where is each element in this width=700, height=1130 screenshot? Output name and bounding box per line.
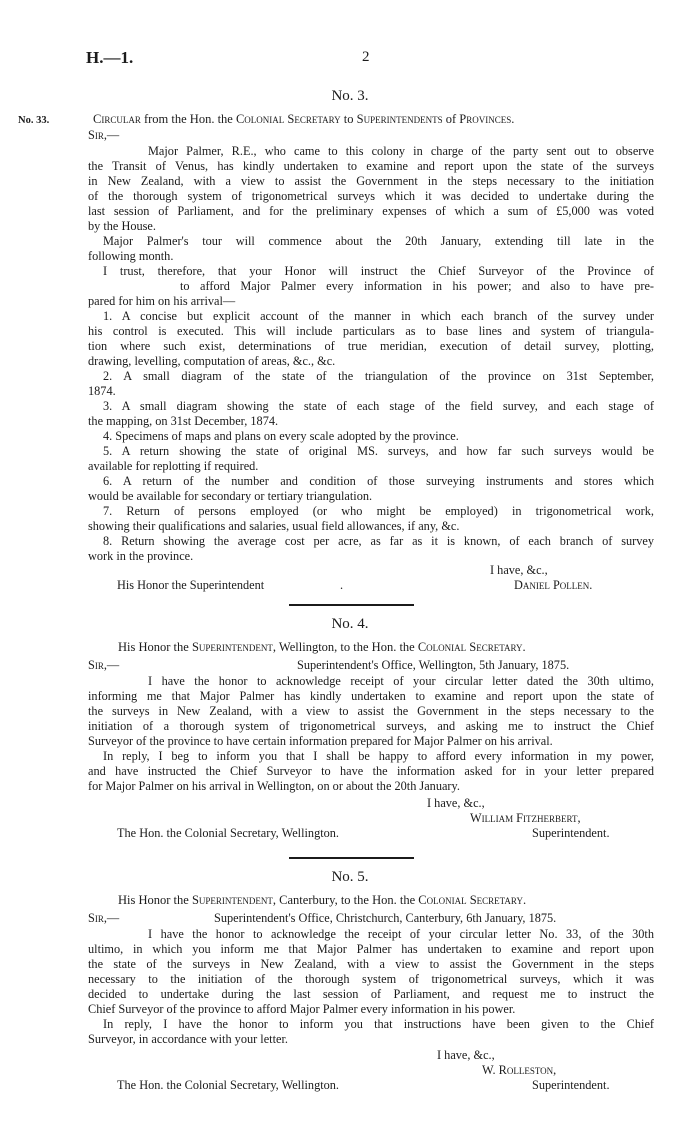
salutation: Sir,— bbox=[88, 128, 120, 142]
circular-heading: Circular from the Hon. the Colonial Secretary to Superintendents of Provinces. bbox=[93, 112, 515, 126]
paragraph-line: decided to undertake during the last session of Parliament, and request me to instruct the bbox=[88, 987, 654, 1001]
list-item: 1. A concise but explicit account of the manner in which each branch of the survey under bbox=[103, 309, 654, 323]
letter-heading: His Honor the Superintendent, Wellington, to the Hon. the Colonial Secretary. bbox=[118, 640, 526, 654]
paper-reference: H.—1. bbox=[86, 48, 134, 67]
paragraph-line: the Transit of Venus, has kindly undertaken to examine and report upon the state of the surveys bbox=[88, 159, 654, 173]
closing: I have, &c., bbox=[437, 1048, 495, 1062]
list-item: 7. Return of persons employed (or who might be employed) in trigonometrical work, bbox=[103, 504, 654, 518]
paragraph-line: the state of the surveys in New Zealand, with a view to assist the Government in the steps bbox=[88, 957, 654, 971]
addressee: The Hon. the Colonial Secretary, Wellington. bbox=[117, 826, 340, 840]
paragraph-line: Surveyor, in accordance with your letter. bbox=[88, 1032, 288, 1046]
list-item: 6. A return of the number and condition of those surveying instruments and stores which bbox=[103, 474, 654, 488]
list-item: 4. Specimens of maps and plans on every scale adopted by the province. bbox=[103, 429, 459, 443]
paragraph-line: for Major Palmer on his arrival in Wellington, on or about the 20th January. bbox=[88, 779, 460, 793]
office-dateline: Superintendent's Office, Christchurch, Canterbury, 6th January, 1875. bbox=[214, 911, 557, 925]
section-number-5: No. 5. bbox=[331, 869, 369, 885]
list-item: 8. Return showing the average cost per acre, as far as it is known, of each branch of survey bbox=[103, 534, 654, 548]
margin-note: No. 33. bbox=[18, 115, 50, 126]
paragraph-line: the surveys in New Zealand, with a view to assist the Government in the steps necessary to the bbox=[88, 704, 654, 718]
addressee: His Honor the Superintendent bbox=[117, 578, 265, 592]
signer-title: Superintendent. bbox=[532, 826, 610, 840]
signer-title: Superintendent. bbox=[532, 1078, 610, 1092]
salutation: Sir,— bbox=[88, 911, 120, 925]
paragraph-line: showing their qualifications and salaries, usual field allowances, if any, &c. bbox=[88, 519, 460, 533]
paragraph-line: and have instructed the Chief Surveyor to have the information asked for in your letter prepared bbox=[88, 764, 654, 778]
paragraph-line: available for replotting if required. bbox=[88, 459, 259, 473]
paragraph-line: I trust, therefore, that your Honor will instruct the Chief Surveyor of the Province of bbox=[103, 264, 654, 278]
paragraph-line: would be available for secondary or tertiary triangulation. bbox=[88, 489, 373, 503]
paragraph-line: I have the honor to acknowledge the receipt of your circular letter No. 33, of the 30th bbox=[148, 927, 654, 941]
page-number: 2 bbox=[362, 49, 370, 65]
paragraph-line: in New Zealand, with a view to assist the Government in the steps necessary to the initiation bbox=[88, 174, 654, 188]
paragraph-line: his control is executed. This will include particulars as to base lines and system of triangula- bbox=[88, 324, 654, 338]
paragraph-line: initiation of a thorough system of trigonometrical surveys, and asking me to instruct the Chief bbox=[88, 719, 654, 733]
list-item: 5. A return showing the state of original MS. surveys, and how far such surveys would be bbox=[103, 444, 654, 458]
signature: W. Rolleston, bbox=[482, 1063, 557, 1077]
paragraph-line: Surveyor of the province to have certain information prepared for Major Palmer on his arrival. bbox=[88, 734, 553, 748]
paragraph-line: 1874. bbox=[88, 384, 116, 398]
blank-mark: . bbox=[340, 578, 344, 592]
paragraph-line: informing me that Major Palmer has kindly undertaken to examine and report upon the state of bbox=[88, 689, 654, 703]
paragraph-line: I have the honor to acknowledge receipt of your circular letter dated the 30th ultimo, bbox=[148, 674, 654, 688]
paragraph-line: Chief Surveyor of the province to afford Major Palmer every information in his power. bbox=[88, 1002, 516, 1016]
signature: Daniel Pollen. bbox=[514, 578, 593, 592]
list-item: 2. A small diagram of the state of the triangulation of the province on 31st September, bbox=[103, 369, 654, 383]
list-item: 3. A small diagram showing the state of each stage of the field survey, and each stage of bbox=[103, 399, 654, 413]
section-number-4: No. 4. bbox=[331, 616, 369, 632]
paragraph-line: the mapping, on 31st December, 1874. bbox=[88, 414, 279, 428]
closing: I have, &c., bbox=[490, 563, 548, 577]
section-number-3: No. 3. bbox=[331, 88, 369, 104]
paragraph-line: Major Palmer's tour will commence about the 20th January, extending till late in the bbox=[103, 234, 654, 248]
paragraph-line: In reply, I have the honor to inform you that instructions have been given to the Chief bbox=[103, 1017, 654, 1031]
paragraph-line: of the thorough system of trigonometrical surveys which it was decided to undertake during the bbox=[88, 189, 654, 203]
paragraph-line: tion where such exist, determinations of true meridian, execution of detail survey, plotting, bbox=[88, 339, 654, 353]
office-dateline: Superintendent's Office, Wellington, 5th January, 1875. bbox=[297, 658, 570, 672]
paragraph-line: drawing, levelling, computation of areas, &c., &c. bbox=[88, 354, 336, 368]
paragraph-line: pared for him on his arrival— bbox=[88, 294, 236, 308]
addressee: The Hon. the Colonial Secretary, Wellington. bbox=[117, 1078, 340, 1092]
paragraph-line: last session of Parliament, and for the preliminary expenses of which a sum of £5,000 was voted bbox=[88, 204, 654, 218]
paragraph-line: In reply, I beg to inform you that I shall be happy to afford every information in my power, bbox=[103, 749, 654, 763]
section-divider bbox=[289, 857, 414, 859]
section-divider bbox=[289, 604, 414, 606]
paragraph-line: following month. bbox=[88, 249, 174, 263]
paragraph-line: work in the province. bbox=[88, 549, 194, 563]
paragraph-line: ultimo, in which you inform me that Major Palmer has undertaken to examine and report upon bbox=[88, 942, 654, 956]
paragraph-line: Major Palmer, R.E., who came to this colony in charge of the party sent out to observe bbox=[148, 144, 654, 158]
closing: I have, &c., bbox=[427, 796, 485, 810]
salutation: Sir,— bbox=[88, 658, 120, 672]
signature: William Fitzherbert, bbox=[470, 811, 581, 825]
letter-heading: His Honor the Superintendent, Canterbury, to the Hon. the Colonial Secretary. bbox=[118, 893, 527, 907]
paragraph-line: to afford Major Palmer every information in his power; and also to have pre- bbox=[180, 279, 654, 293]
paragraph-line: by the House. bbox=[88, 219, 156, 233]
paragraph-line: necessary to the initiation of the thorough system of trigonometrical surveys, which it was bbox=[88, 972, 654, 986]
